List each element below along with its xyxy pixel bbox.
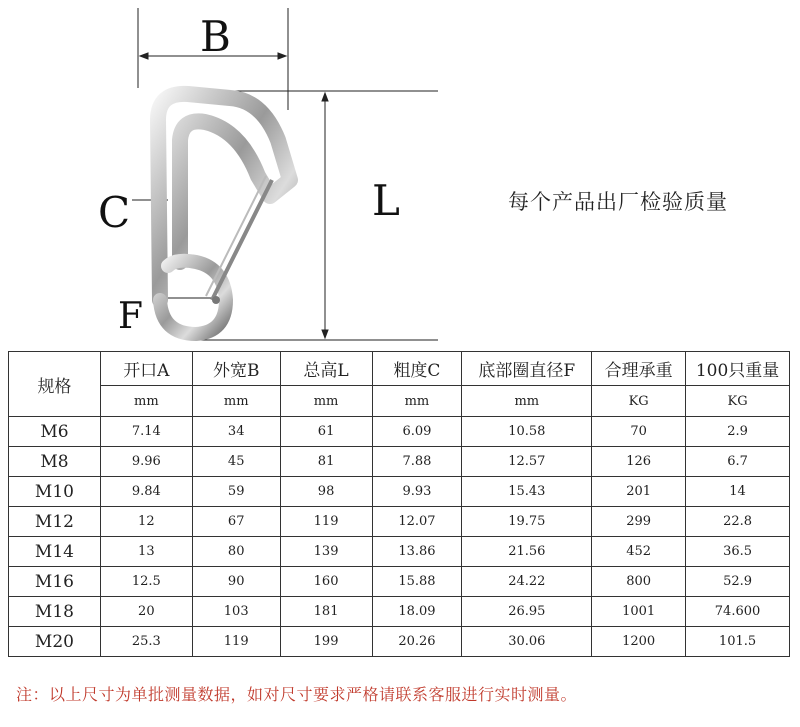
- column-header: 底部圈直径F: [462, 352, 592, 386]
- table-row: [9, 477, 790, 507]
- value-cell: 59: [192, 477, 280, 507]
- value-cell: 15.88: [372, 567, 462, 597]
- value-cell: 12.57: [462, 447, 592, 477]
- measurement-note: 注：以上尺寸为单批测量数据，如对尺寸要求严格请联系客服进行实时测量。: [16, 685, 578, 704]
- table-row: [9, 447, 790, 477]
- value-cell: 9.84: [100, 477, 192, 507]
- value-cell: 81: [280, 447, 372, 477]
- value-cell: 36.5: [686, 537, 790, 567]
- column-header: 粗度C: [372, 352, 462, 386]
- value-cell: 13: [100, 537, 192, 567]
- product-diagram: [0, 0, 800, 350]
- value-cell: 21.56: [462, 537, 592, 567]
- value-cell: 103: [192, 597, 280, 627]
- value-cell: 9.96: [100, 447, 192, 477]
- quality-statement: 每个产品出厂检验质量: [508, 190, 728, 214]
- value-cell: 19.75: [462, 507, 592, 537]
- value-cell: 14: [686, 477, 790, 507]
- value-cell: 452: [592, 537, 686, 567]
- table-row: [9, 597, 790, 627]
- value-cell: 9.93: [372, 477, 462, 507]
- column-header: 外宽B: [192, 352, 280, 386]
- spec-table: [8, 351, 790, 657]
- value-cell: 98: [280, 477, 372, 507]
- value-cell: 26.95: [462, 597, 592, 627]
- table-row: [9, 567, 790, 597]
- value-cell: 6.7: [686, 447, 790, 477]
- table-row: [9, 417, 790, 447]
- value-cell: 61: [280, 417, 372, 447]
- dimension-label-f: F: [118, 296, 143, 337]
- value-cell: 20: [100, 597, 192, 627]
- spec-cell: M12: [9, 507, 101, 537]
- value-cell: 18.09: [372, 597, 462, 627]
- dimension-label-b: B: [200, 12, 231, 61]
- value-cell: 1001: [592, 597, 686, 627]
- value-cell: 12.5: [100, 567, 192, 597]
- value-cell: 74.600: [686, 597, 790, 627]
- value-cell: 52.9: [686, 567, 790, 597]
- column-header: 100只重量: [686, 352, 790, 386]
- value-cell: 101.5: [686, 627, 790, 657]
- value-cell: 45: [192, 447, 280, 477]
- value-cell: 800: [592, 567, 686, 597]
- value-cell: 67: [192, 507, 280, 537]
- value-cell: 80: [192, 537, 280, 567]
- dimension-label-c: C: [98, 188, 131, 237]
- value-cell: 90: [192, 567, 280, 597]
- value-cell: 7.88: [372, 447, 462, 477]
- value-cell: 119: [280, 507, 372, 537]
- table-row: [9, 627, 790, 657]
- value-cell: 199: [280, 627, 372, 657]
- value-cell: 10.58: [462, 417, 592, 447]
- value-cell: 1200: [592, 627, 686, 657]
- spec-cell: M8: [9, 447, 101, 477]
- value-cell: 34: [192, 417, 280, 447]
- spec-cell: M20: [9, 627, 101, 657]
- table-units-row: [9, 386, 790, 417]
- table-body: [9, 417, 790, 657]
- value-cell: 6.09: [372, 417, 462, 447]
- unit-cell: KG: [686, 386, 790, 417]
- value-cell: 24.22: [462, 567, 592, 597]
- corner-header: 规格: [9, 352, 101, 417]
- unit-cell: mm: [280, 386, 372, 417]
- value-cell: 201: [592, 477, 686, 507]
- value-cell: 13.86: [372, 537, 462, 567]
- value-cell: 299: [592, 507, 686, 537]
- value-cell: 25.3: [100, 627, 192, 657]
- table-row: [9, 537, 790, 567]
- column-header: 总高L: [280, 352, 372, 386]
- unit-cell: mm: [372, 386, 462, 417]
- value-cell: 30.06: [462, 627, 592, 657]
- value-cell: 12.07: [372, 507, 462, 537]
- column-header: 合理承重: [592, 352, 686, 386]
- unit-cell: mm: [100, 386, 192, 417]
- spec-cell: M18: [9, 597, 101, 627]
- value-cell: 70: [592, 417, 686, 447]
- table-header-row: [9, 352, 790, 386]
- spec-cell: M16: [9, 567, 101, 597]
- dimension-label-l: L: [372, 176, 400, 225]
- table-row: [9, 507, 790, 537]
- value-cell: 119: [192, 627, 280, 657]
- unit-cell: mm: [192, 386, 280, 417]
- value-cell: 12: [100, 507, 192, 537]
- value-cell: 22.8: [686, 507, 790, 537]
- value-cell: 126: [592, 447, 686, 477]
- value-cell: 20.26: [372, 627, 462, 657]
- unit-cell: KG: [592, 386, 686, 417]
- unit-cell: mm: [462, 386, 592, 417]
- spec-cell: M6: [9, 417, 101, 447]
- value-cell: 139: [280, 537, 372, 567]
- value-cell: 160: [280, 567, 372, 597]
- value-cell: 2.9: [686, 417, 790, 447]
- spec-cell: M14: [9, 537, 101, 567]
- value-cell: 7.14: [100, 417, 192, 447]
- spec-cell: M10: [9, 477, 101, 507]
- value-cell: 181: [280, 597, 372, 627]
- column-header: 开口A: [100, 352, 192, 386]
- value-cell: 15.43: [462, 477, 592, 507]
